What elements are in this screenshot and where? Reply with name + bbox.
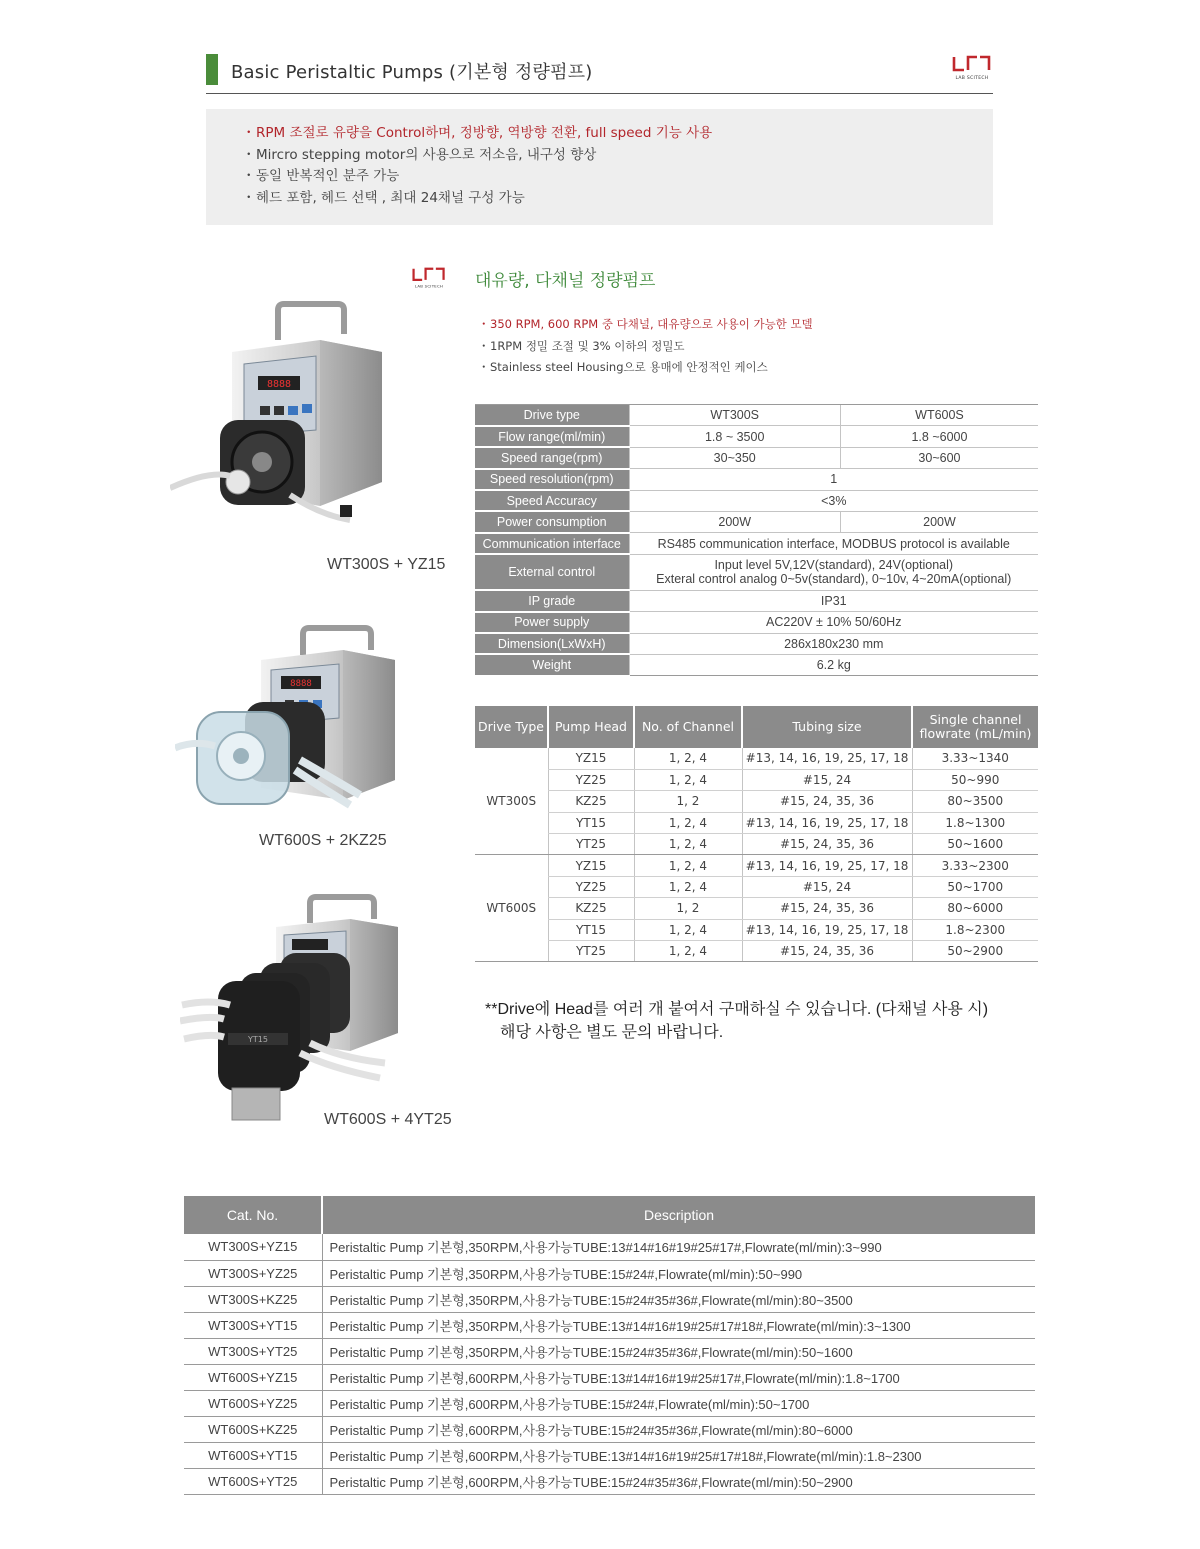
pump-head-cell: YZ25 [548,876,634,897]
section-point: ・350 RPM, 600 RPM 중 다채널, 대유량으로 사용이 가능한 모델 [478,317,813,331]
spec-value: 30~350 [629,447,840,468]
product-image-wt300s-yz15 [170,300,395,529]
channel-cell: 1, 2, 4 [634,876,742,897]
spec-value: AC220V ± 10% 50/60Hz [629,612,1038,633]
product-image-wt600s-4yt25 [180,893,405,1132]
spec-value: 1 [629,469,1038,490]
cat-no-cell: WT300S+KZ25 [184,1286,322,1312]
channel-cell: 1, 2, 4 [634,748,742,769]
table-row [475,876,1038,897]
description-cell: Peristaltic Pump 기본형,600RPM,사용가능TUBE:15#24#35#36#,Flowrate(ml/min):80~6000 [322,1416,1035,1442]
flowrate-cell: 80~6000 [912,898,1038,919]
section-points [478,314,813,379]
product-caption: WT300S + YZ15 [327,556,446,573]
spec-row [475,633,1038,654]
table-row [475,919,1038,940]
flowrate-cell: 3.33~2300 [912,855,1038,876]
table-row [184,1442,1035,1468]
pump-head-cell: KZ25 [548,898,634,919]
column-header [912,706,1038,748]
cat-no-cell: WT300S+YT25 [184,1338,322,1364]
table-row [184,1416,1035,1442]
description-cell: Peristaltic Pump 기본형,600RPM,사용가능TUBE:15#24#35#36#,Flowrate(ml/min):50~2900 [322,1468,1035,1494]
flowrate-cell: 1.8~1300 [912,812,1038,833]
flowrate-cell: 50~1600 [912,834,1038,855]
drive-type-cell: WT600S [475,855,548,962]
spec-row [475,490,1038,511]
description-cell: Peristaltic Pump 기본형,350RPM,사용가능TUBE:15#24#,Flowrate(ml/min):50~990 [322,1260,1035,1286]
cat-no-cell: WT300S+YT15 [184,1312,322,1338]
cat-no-cell: WT600S+YT25 [184,1468,322,1494]
pump-head-table [475,706,1038,962]
spec-row [475,533,1038,554]
pump-head-cell: YT25 [548,941,634,962]
page-header [206,52,993,94]
svg-text:LAB SCITECH: LAB SCITECH [414,283,444,289]
cat-no-cell: WT600S+KZ25 [184,1416,322,1442]
spec-value: WT300S [629,405,840,426]
spec-label: IP grade [475,590,629,611]
column-header: Description [322,1196,1035,1234]
svg-text:LAB SCITECH: LAB SCITECH [955,76,989,81]
feature-item: ・Mircro stepping motor의 사용으로 저소음, 내구성 향상 [242,146,597,163]
feature-item: ・헤드 포함, 헤드 선택 , 최대 24채널 구성 가능 [242,189,525,206]
spec-value: RS485 communication interface, MODBUS protocol is available [629,533,1038,554]
tubing-cell: #13, 14, 16, 19, 25, 17, 18 [742,855,912,876]
channel-cell: 1, 2, 4 [634,941,742,962]
spec-row [475,590,1038,611]
lab-scitech-logo-small [411,266,447,292]
svg-text:YT15: YT15 [248,1035,268,1044]
table-row [184,1390,1035,1416]
table-row [184,1286,1035,1312]
flowrate-cell: 1.8~2300 [912,919,1038,940]
page-title: Basic Peristaltic Pumps (기본형 정량펌프) [231,62,593,83]
flowrate-cell: 50~1700 [912,876,1038,897]
spec-label: Flow range(ml/min) [475,426,629,447]
channel-cell: 1, 2, 4 [634,834,742,855]
spec-value: <3% [629,490,1038,511]
table-row [184,1234,1035,1260]
table-header-row [184,1196,1035,1234]
svg-text:8888: 8888 [266,379,292,390]
section-point: ・1RPM 정밀 조절 및 3% 이하의 정밀도 [478,338,685,353]
spec-value: 200W [840,511,1038,532]
flowrate-cell: 50~2900 [912,941,1038,962]
pump-head-cell: YZ25 [548,769,634,790]
table-row [184,1260,1035,1286]
flowrate-cell: 3.33~1340 [912,748,1038,769]
description-cell: Peristaltic Pump 기본형,350RPM,사용가능TUBE:13#14#16#19#25#17#,Flowrate(ml/min):3~990 [322,1234,1035,1260]
spec-row [475,469,1038,490]
spec-value: WT600S [840,405,1038,426]
spec-label: Communication interface [475,533,629,554]
column-header: Drive Type [475,706,548,748]
spec-row [475,554,1038,590]
cat-no-cell: WT300S+YZ15 [184,1234,322,1260]
tubing-cell: #15, 24, 35, 36 [742,941,912,962]
cat-no-cell: WT300S+YZ25 [184,1260,322,1286]
tubing-cell: #15, 24 [742,876,912,897]
purchase-note [485,998,988,1044]
spec-value: 1.8 ~6000 [840,426,1038,447]
pump-head-cell: YT15 [548,812,634,833]
tubing-cell: #15, 24, 35, 36 [742,898,912,919]
spec-value: IP31 [629,590,1038,611]
cat-no-cell: WT600S+YZ15 [184,1364,322,1390]
cat-no-cell: WT600S+YT15 [184,1442,322,1468]
external-control-line: Exteral control analog 0~5v(standard), 0~10v, 4~20mA(optional) [656,572,1012,587]
spec-row [475,405,1038,426]
channel-cell: 1, 2 [634,791,742,812]
tubing-cell: #15, 24 [742,769,912,790]
description-cell: Peristaltic Pump 기본형,350RPM,사용가능TUBE:13#14#16#19#25#17#18#,Flowrate(ml/min):3~1300 [322,1312,1035,1338]
feature-item: ・RPM 조절로 유량을 Control하며, 정방향, 역방향 전환, full speed 기능 사용 [242,125,713,141]
tubing-cell: #13, 14, 16, 19, 25, 17, 18 [742,812,912,833]
pump-head-cell: YZ15 [548,748,634,769]
spec-label: Drive type [475,405,629,426]
channel-cell: 1, 2, 4 [634,855,742,876]
spec-row [475,612,1038,633]
pump-head-cell: KZ25 [548,791,634,812]
channel-cell: 1, 2, 4 [634,812,742,833]
tubing-cell: #13, 14, 16, 19, 25, 17, 18 [742,919,912,940]
channel-cell: 1, 2 [634,898,742,919]
spec-value: 1.8 ~ 3500 [629,426,840,447]
feature-box [206,109,993,225]
description-cell: Peristaltic Pump 기본형,600RPM,사용가능TUBE:13#14#16#19#25#17#,Flowrate(ml/min):1.8~1700 [322,1364,1035,1390]
pump-head-cell: YT25 [548,834,634,855]
spec-label: Weight [475,654,629,675]
tubing-cell: #13, 14, 16, 19, 25, 17, 18 [742,748,912,769]
table-row [475,812,1038,833]
product-image-wt600s-2kz25 [175,620,400,824]
product-caption: WT600S + 4YT25 [324,1111,452,1128]
column-header: Tubing size [742,706,912,748]
tubing-cell: #15, 24, 35, 36 [742,834,912,855]
table-row [475,834,1038,855]
spec-label: Speed resolution(rpm) [475,469,629,490]
drive-type-cell: WT300S [475,748,548,855]
spec-value: 6.2 kg [629,654,1038,675]
table-row [184,1312,1035,1338]
flowrate-cell: 80~3500 [912,791,1038,812]
spec-label: Power consumption [475,511,629,532]
table-row [475,941,1038,962]
channel-cell: 1, 2, 4 [634,919,742,940]
description-cell: Peristaltic Pump 기본형,600RPM,사용가능TUBE:13#14#16#19#25#17#18#,Flowrate(ml/min):1.8~2300 [322,1442,1035,1468]
note-line: **Drive에 Head를 여러 개 붙여서 구매하실 수 있습니다. (다채널 사용 시) [485,1001,989,1018]
spec-value: 30~600 [840,447,1038,468]
flowrate-cell: 50~990 [912,769,1038,790]
table-row [475,855,1038,876]
product-caption: WT600S + 2KZ25 [259,832,387,849]
section-point: ・Stainless steel Housing으로 용매에 안정적인 케이스 [478,360,768,374]
lab-scitech-logo [951,54,993,84]
spec-row [475,511,1038,532]
spec-row [475,426,1038,447]
pump-head-cell: YZ15 [548,855,634,876]
spec-label: Dimension(LxWxH) [475,633,629,654]
svg-text:8888: 8888 [290,679,312,689]
table-row [475,898,1038,919]
spec-row [475,654,1038,675]
section-title: 대유량, 다채널 정량펌프 [475,271,656,291]
description-cell: Peristaltic Pump 기본형,600RPM,사용가능TUBE:15#24#,Flowrate(ml/min):50~1700 [322,1390,1035,1416]
tubing-cell: #15, 24, 35, 36 [742,791,912,812]
table-row [475,791,1038,812]
column-header: Pump Head [548,706,634,748]
table-row [475,769,1038,790]
title-accent-bar [206,54,218,85]
column-header-line: flowrate (mL/min) [919,726,1032,741]
spec-value: 200W [629,511,840,532]
description-cell: Peristaltic Pump 기본형,350RPM,사용가능TUBE:15#24#35#36#,Flowrate(ml/min):50~1600 [322,1338,1035,1364]
channel-cell: 1, 2, 4 [634,769,742,790]
spec-label: Power supply [475,612,629,633]
external-control-line: Input level 5V,12V(standard), 24V(optional) [714,558,954,573]
table-row [184,1338,1035,1364]
pump-head-cell: YT15 [548,919,634,940]
note-line: 해당 사항은 별도 문의 바랍니다. [500,1024,724,1041]
column-header: No. of Channel [634,706,742,748]
feature-item: ・동일 반복적인 분주 가능 [242,168,400,184]
cat-no-cell: WT600S+YZ25 [184,1390,322,1416]
spec-value: 286x180x230 mm [629,633,1038,654]
table-row [184,1468,1035,1494]
catalog-table [184,1196,1035,1495]
table-row [475,748,1038,769]
spec-label: Speed range(rpm) [475,447,629,468]
column-header-line: Single channel [929,712,1022,727]
spec-value [629,554,1038,590]
table-row [184,1364,1035,1390]
spec-label: Speed Accuracy [475,490,629,511]
table-header-row [475,706,1038,748]
spec-label: External control [475,554,629,590]
column-header: Cat. No. [184,1196,322,1234]
spec-table [475,404,1038,677]
description-cell: Peristaltic Pump 기본형,350RPM,사용가능TUBE:15#24#35#36#,Flowrate(ml/min):80~3500 [322,1286,1035,1312]
spec-row [475,447,1038,468]
